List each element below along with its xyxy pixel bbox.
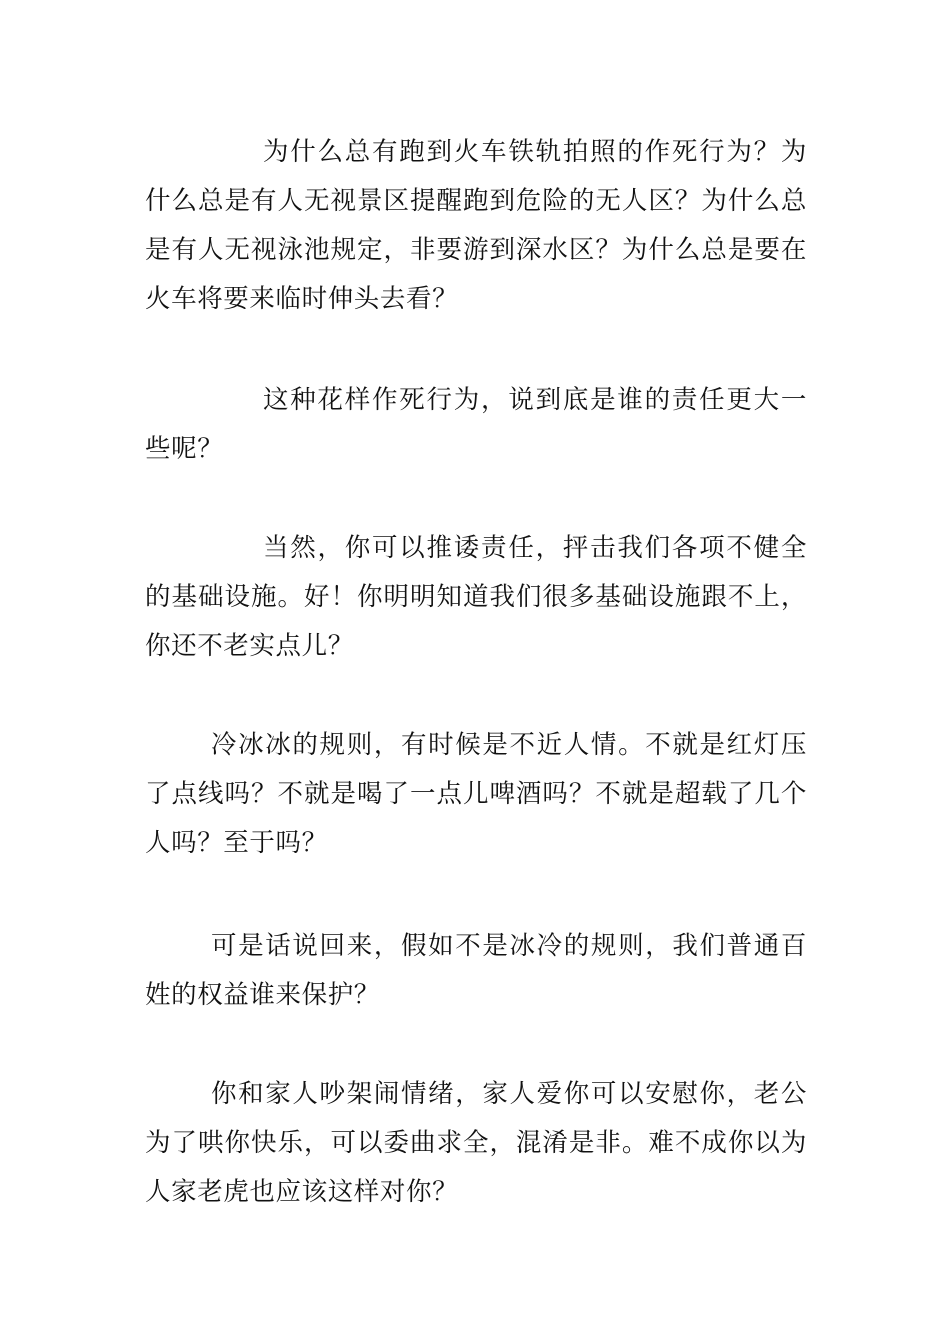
paragraph-3: 当然，你可以推诿责任，抨击我们各项不健全的基础设施。好！你明明知道我们很多基础设施跟不上，你还不老实点儿？	[145, 533, 807, 661]
paragraph-2: 这种花样作死行为，说到底是谁的责任更大一些呢？	[145, 385, 807, 464]
paragraph-6: 你和家人吵架闹情绪，家人爱你可以安慰你，老公为了哄你快乐，可以委曲求全，混淆是非。难不成你以为人家老虎也应该这样对你？	[145, 1079, 807, 1207]
paragraph-1: 为什么总有跑到火车铁轨拍照的作死行为？为什么总是有人无视景区提醒跑到危险的无人区？为什么总是有人无视泳池规定，非要游到深水区？为什么总是要在火车将要来临时伸头去看？	[145, 137, 807, 314]
paragraph-4: 冷冰冰的规则，有时候是不近人情。不就是红灯压了点线吗？不就是喝了一点儿啤酒吗？不就是超载了几个人吗？至于吗？	[145, 730, 807, 858]
paragraph-5: 可是话说回来，假如不是冰冷的规则，我们普通百姓的权益谁来保护？	[145, 931, 807, 1010]
